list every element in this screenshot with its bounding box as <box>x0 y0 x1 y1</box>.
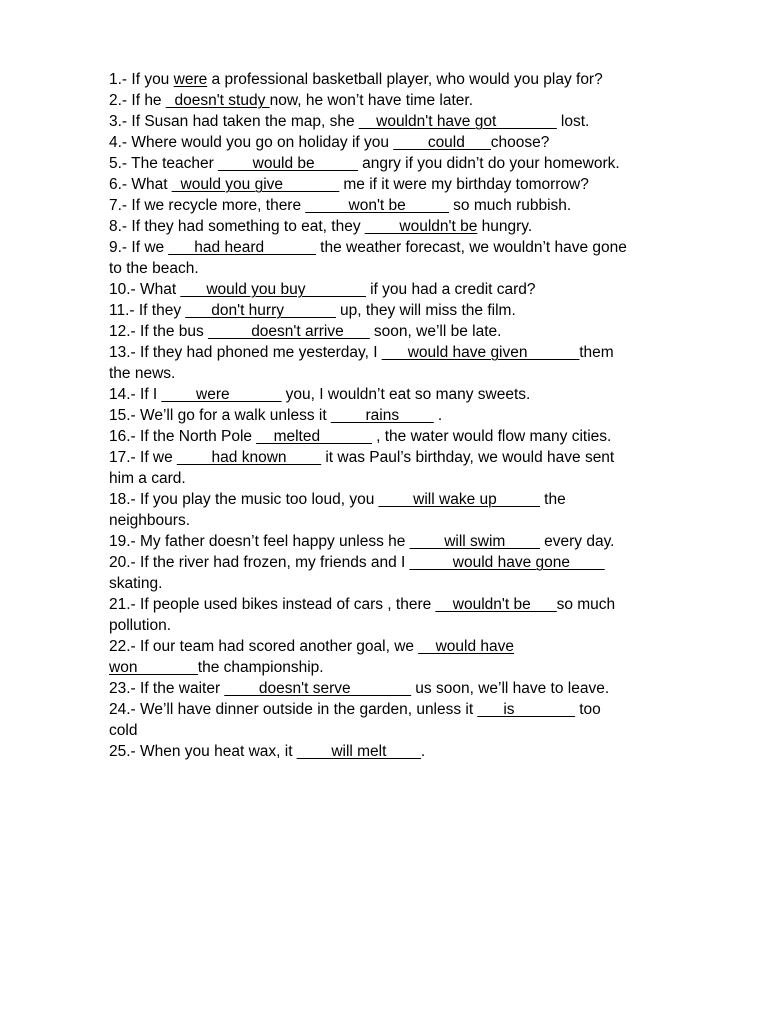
sentence-text: so much rubbish. <box>448 197 572 214</box>
sentence-text: 14.- If I ____ <box>109 386 197 403</box>
sentence-text: 15.- We’ll go for a walk unless it ____ <box>109 407 366 424</box>
exercise-line <box>109 741 721 762</box>
answer-text: doesn't arrive___ <box>251 323 370 340</box>
exercise-line <box>109 573 721 594</box>
exercise-line <box>109 384 721 405</box>
sentence-text: 18.- If you play the music too loud, you ____ <box>109 491 414 508</box>
sentence-text: 9.- If we ___ <box>109 239 195 256</box>
sentence-text: 6.- What _ <box>109 176 181 193</box>
answer-text: would have gone____ <box>452 554 605 571</box>
sentence-text: us soon, we’ll have to leave. <box>410 680 610 697</box>
sentence-text: 11.- If they ___ <box>109 302 212 319</box>
exercise-line <box>109 342 721 363</box>
sentence-text: a professional basketball player, who would you play for? <box>207 71 603 88</box>
exercise-line <box>109 531 721 552</box>
exercise-line <box>109 321 721 342</box>
exercise-line <box>109 258 721 279</box>
exercise-line <box>109 174 721 195</box>
exercise-line <box>109 216 721 237</box>
exercise-line <box>109 720 721 741</box>
exercise-line <box>109 552 721 573</box>
sentence-text: 21.- If people used bikes instead of cars , there __ <box>109 596 453 613</box>
exercise-line <box>109 132 721 153</box>
answer-text: rains____ <box>365 407 434 424</box>
exercise-line <box>109 657 721 678</box>
exercise-line <box>109 69 721 90</box>
exercise-line <box>109 594 721 615</box>
sentence-text: 16.- If the North Pole __ <box>109 428 274 445</box>
exercise-line <box>109 90 721 111</box>
answer-text: wouldn't have got_______ <box>376 113 557 130</box>
sentence-text: every day. <box>539 533 615 550</box>
exercise-line <box>109 363 721 384</box>
sentence-text: cold <box>109 722 138 739</box>
answer-text: doesn't study <box>174 92 270 109</box>
exercise-line <box>109 153 721 174</box>
sentence-text: the weather forecast, we wouldn’t have gone <box>315 239 627 256</box>
sentence-text: 7.- If we recycle more, there _____ <box>109 197 349 214</box>
sentence-text: hungry. <box>477 218 533 235</box>
sentence-text: 23.- If the waiter ____ <box>109 680 259 697</box>
exercise-line <box>109 300 721 321</box>
sentence-text: 13.- If they had phoned me yesterday, I ___ <box>109 344 408 361</box>
answer-text: won_______ <box>109 659 198 676</box>
answer-text: will swim____ <box>444 533 540 550</box>
exercise-line <box>109 699 721 720</box>
answer-text: melted______ <box>273 428 372 445</box>
answer-text: doesn't serve_______ <box>258 680 411 697</box>
sentence-text: , the water would flow many cities. <box>371 428 612 445</box>
sentence-text: 25.- When you heat wax, it ____ <box>109 743 332 760</box>
answer-text: will wake up_____ <box>413 491 540 508</box>
sentence-text: choose? <box>490 134 550 151</box>
sentence-text: the news. <box>109 365 176 382</box>
sentence-text: 4.- Where would you go on holiday if you ____ <box>109 134 428 151</box>
sentence-text: 1.- If you <box>109 71 174 88</box>
sentence-text: 10.- What ___ <box>109 281 207 298</box>
sentence-text: so much <box>556 596 616 613</box>
sentence-text: angry if you didn’t do your homework. <box>357 155 620 172</box>
exercise-line <box>109 636 721 657</box>
sentence-text: the <box>539 491 566 508</box>
sentence-text: . <box>420 743 426 760</box>
answer-text: would you give ______ <box>180 176 340 193</box>
exercise-line <box>109 405 721 426</box>
sentence-text: to the beach. <box>109 260 199 277</box>
sentence-text: if you had a credit card? <box>365 281 536 298</box>
answer-text: would you buy_______ <box>206 281 366 298</box>
sentence-text: 12.- If the bus _____ <box>109 323 252 340</box>
answer-text: won't be_____ <box>348 197 449 214</box>
worksheet-page <box>109 69 721 762</box>
sentence-text: lost. <box>556 113 590 130</box>
sentence-text: the championship. <box>197 659 324 676</box>
exercise-line <box>109 489 721 510</box>
answer-text: wouldn't be <box>399 218 478 235</box>
sentence-text: them <box>579 344 614 361</box>
sentence-text: 22.- If our team had scored another goal, we __ <box>109 638 436 655</box>
answer-text: would have given______ <box>407 344 580 361</box>
exercise-line <box>109 615 721 636</box>
exercise-line <box>109 237 721 258</box>
answer-text: had known____ <box>211 449 322 466</box>
exercise-line <box>109 195 721 216</box>
exercise-line <box>109 678 721 699</box>
exercise-line <box>109 426 721 447</box>
exercise-line <box>109 510 721 531</box>
sentence-text: now, he won’t have time later. <box>269 92 473 109</box>
sentence-text: it was Paul’s birthday, we would have sent <box>321 449 615 466</box>
answer-text: were <box>173 71 208 88</box>
answer-text: would have <box>435 638 514 655</box>
exercise-line <box>109 111 721 132</box>
sentence-text: too <box>574 701 601 718</box>
sentence-text: pollution. <box>109 617 172 634</box>
sentence-text: up, they will miss the film. <box>335 302 516 319</box>
answer-text: had heard______ <box>194 239 316 256</box>
sentence-text: neighbours. <box>109 512 191 529</box>
answer-text: wouldn't be___ <box>452 596 557 613</box>
answer-text: don't hurry______ <box>211 302 336 319</box>
sentence-text: me if it were my birthday tomorrow? <box>339 176 589 193</box>
sentence-text: 5.- The teacher ____ <box>109 155 253 172</box>
answer-text: is_______ <box>503 701 575 718</box>
answer-text: will melt____ <box>331 743 421 760</box>
sentence-text: him a card. <box>109 470 186 487</box>
exercise-line <box>109 468 721 489</box>
sentence-text: 3.- If Susan had taken the map, she __ <box>109 113 377 130</box>
answer-text: could___ <box>427 134 491 151</box>
answer-text: were______ <box>196 386 282 403</box>
sentence-text: 20.- If the river had frozen, my friends and I _____ <box>109 554 453 571</box>
sentence-text: 19.- My father doesn’t feel happy unless he ____ <box>109 533 445 550</box>
sentence-text: soon, we’ll be late. <box>369 323 502 340</box>
exercise-line <box>109 279 721 300</box>
sentence-text: 17.- If we ____ <box>109 449 212 466</box>
exercise-line <box>109 447 721 468</box>
answer-text: would be_____ <box>252 155 358 172</box>
sentence-text: 2.- If he _ <box>109 92 175 109</box>
sentence-text: skating. <box>109 575 163 592</box>
sentence-text: 24.- We’ll have dinner outside in the garden, unless it ___ <box>109 701 504 718</box>
sentence-text: you, I wouldn’t eat so many sweets. <box>281 386 531 403</box>
sentence-text: . <box>433 407 443 424</box>
sentence-text: 8.- If they had something to eat, they ____ <box>109 218 400 235</box>
